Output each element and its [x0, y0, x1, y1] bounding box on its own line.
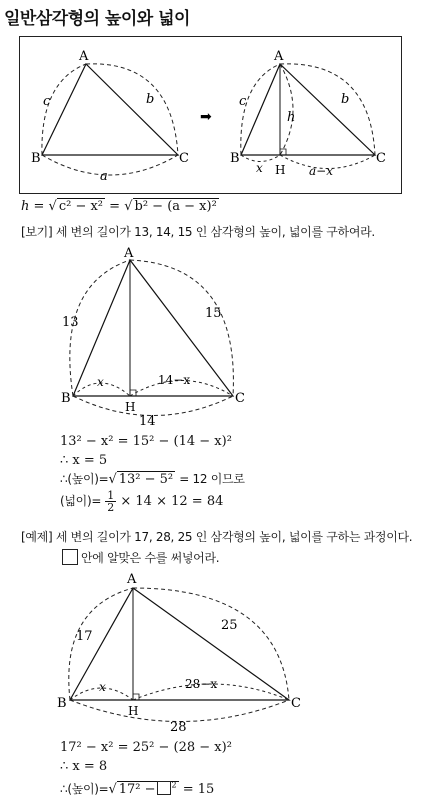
- vertex-b: B: [57, 696, 67, 711]
- formula-equals: =: [109, 199, 121, 214]
- arc-14: [73, 396, 233, 416]
- example-height: ∴(높이)=√ 17² − $^2$ = 15: [60, 780, 215, 797]
- side-c-label: c: [43, 94, 51, 109]
- fraction-denominator: 2: [107, 501, 115, 514]
- side-a-label: a: [100, 169, 108, 184]
- vertex-c: C: [235, 391, 245, 406]
- bogi-equation: 13² − x² = 15² − (14 − x)²: [60, 434, 232, 449]
- example-x-result: ∴ x = 8: [60, 759, 108, 774]
- height-radicand: 13² − 5²: [118, 472, 174, 487]
- example-instruction: [62, 549, 219, 566]
- triangle-figure-1: [0, 0, 445, 200]
- vertex-b: B: [61, 391, 71, 406]
- foot-h: H: [128, 704, 139, 718]
- segment-x-label: x: [97, 375, 104, 389]
- exponent-2: 2: [171, 780, 177, 790]
- height-h-label: h: [287, 110, 296, 125]
- side-c-label: c: [239, 94, 247, 109]
- vertex-b: B: [31, 151, 41, 166]
- side-13-label: 13: [62, 315, 79, 330]
- height-prefix: ∴(높이)=: [60, 782, 109, 796]
- triangle-abc: [42, 64, 178, 155]
- vertex-a: A: [79, 49, 89, 64]
- side-28-label: 28: [170, 720, 187, 735]
- side-14-label: 14: [139, 414, 156, 429]
- height-prefix: ∴(높이)=: [60, 472, 109, 486]
- segment-28-minus-x-label: 28−x: [185, 677, 218, 691]
- foot-h: H: [125, 400, 136, 414]
- example-equation: 17² − x² = 25² − (28 − x)²: [60, 740, 232, 755]
- formula-radicand-2: b² − (a − x)²: [134, 199, 217, 214]
- segment-14-minus-x-label: 14−x: [158, 373, 191, 387]
- area-suffix: × 14 × 12 = 84: [120, 494, 224, 509]
- fraction-numerator: 1: [107, 489, 115, 502]
- arc-28: [70, 700, 289, 722]
- left-triangle: [31, 49, 189, 184]
- height-radicand: [117, 781, 179, 797]
- vertex-a: A: [127, 572, 137, 587]
- answer-box-icon: [62, 549, 78, 565]
- height-formula: h = √ c² − x² = √ b² − (a − x)²: [21, 199, 217, 214]
- side-b-label: b: [146, 92, 155, 107]
- vertex-c: C: [376, 151, 386, 166]
- triangle-abc-altitude: [241, 64, 375, 155]
- height-result: = 15: [182, 782, 215, 797]
- bogi-problem: [21, 223, 375, 240]
- triangle-figure-3: [0, 568, 445, 738]
- side-25-label: 25: [221, 618, 238, 633]
- area-prefix: (넓이)=: [60, 494, 102, 508]
- bogi-x-result: ∴ x = 5: [60, 453, 108, 468]
- bogi-area: [60, 490, 223, 513]
- fraction-half: [105, 490, 116, 513]
- arc-a: [42, 155, 178, 175]
- triangle-figure-2: [0, 245, 445, 445]
- vertex-a: A: [124, 246, 134, 261]
- example-problem: [21, 528, 412, 545]
- radicand-text: 17² −: [118, 782, 156, 797]
- vertex-c: C: [179, 151, 189, 166]
- answer-blank-box[interactable]: [157, 781, 171, 795]
- foot-h: H: [275, 163, 286, 177]
- example-text: 세 변의 길이가 17, 28, 25 인 삼각형의 높이, 넓이를 구하는 과정이다.: [55, 530, 413, 544]
- side-15-label: 15: [205, 306, 222, 321]
- vertex-c: C: [291, 696, 301, 711]
- segment-x-label: x: [99, 680, 106, 694]
- right-arrow-icon: ➡: [200, 109, 212, 125]
- segment-x-label: x: [256, 161, 263, 175]
- side-17-label: 17: [76, 629, 93, 644]
- bogi-height: ∴(높이)=√ 13² − 5² = 12 이므로: [60, 472, 245, 487]
- vertex-a: A: [274, 49, 284, 64]
- vertex-b: B: [230, 151, 240, 166]
- instruction-text: 안에 알맞은 수를 써넣어라.: [81, 551, 220, 565]
- bogi-tag: [보기]: [21, 225, 53, 239]
- page-title: 일반삼각형의 높이와 넓이: [4, 9, 190, 29]
- formula-lhs: h =: [21, 199, 45, 214]
- side-b-label: b: [341, 92, 350, 107]
- bogi-text: 세 변의 길이가 13, 14, 15 인 삼각형의 높이, 넓이를 구하여라.: [55, 225, 375, 239]
- example-tag: [예제]: [21, 530, 53, 544]
- formula-radicand-1: c² − x²: [58, 199, 104, 214]
- height-suffix: = 12 이므로: [179, 472, 245, 486]
- right-triangle: [230, 49, 386, 178]
- segment-a-minus-x-label: a−x: [309, 164, 333, 178]
